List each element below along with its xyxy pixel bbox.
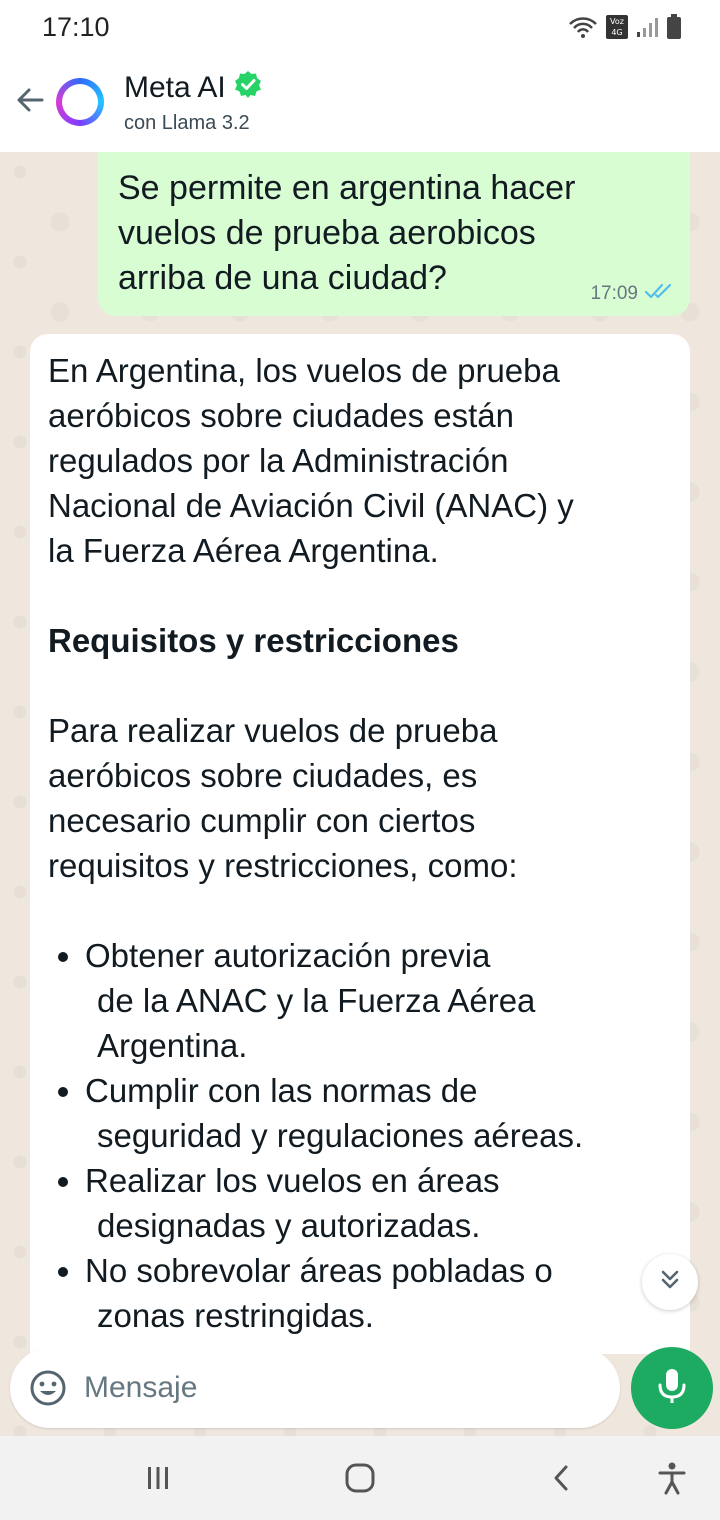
intro-line: aeróbicos sobre ciudades están — [48, 397, 514, 434]
wifi-icon — [568, 15, 598, 39]
signal-icon — [636, 16, 658, 38]
para-line: Para realizar vuelos de prueba — [48, 712, 498, 749]
message-meta — [590, 282, 674, 306]
contact-subtitle: con Llama 3.2 — [124, 112, 250, 134]
battery-icon — [666, 14, 682, 40]
incoming-message[interactable] — [30, 334, 690, 1354]
list-item-text: No sobrevolar áreas pobladas o — [85, 1252, 553, 1289]
list-item — [48, 933, 672, 1068]
scroll-down-button[interactable] — [642, 1254, 698, 1310]
list-item-text: de la ANAC y la Fuerza Aérea — [97, 982, 536, 1019]
requirements-list — [48, 933, 672, 1338]
microphone-icon — [655, 1367, 689, 1410]
para-line: necesario cumplir con ciertos — [48, 802, 476, 839]
message-input[interactable] — [84, 1362, 584, 1414]
intro-line: En Argentina, los vuelos de prueba — [48, 352, 560, 389]
outgoing-line: Se permite en argentina hacer — [118, 169, 576, 207]
bullet-icon — [58, 1177, 68, 1187]
meta-ai-ring-icon[interactable] — [56, 78, 104, 126]
list-item-text: seguridad y regulaciones aéreas. — [97, 1117, 584, 1154]
contact-name[interactable] — [124, 70, 262, 106]
para-line: aeróbicos sobre ciudades, es — [48, 757, 478, 794]
status-time: 17:10 — [42, 12, 110, 42]
bullet-icon — [58, 1267, 68, 1277]
recent-apps-icon[interactable] — [138, 1458, 178, 1498]
status-icons — [568, 12, 682, 42]
intro-line: regulados por la Administración — [48, 442, 509, 479]
list-item-text: Obtener autorización previa — [85, 937, 491, 974]
volte-icon — [606, 15, 628, 39]
volte-bottom-label: 4G — [611, 28, 623, 37]
outgoing-message[interactable] — [98, 152, 690, 316]
volte-top-label: Voz — [610, 17, 624, 26]
list-item — [48, 1248, 672, 1338]
system-nav-bar — [0, 1436, 720, 1520]
para-line: requisitos y restricciones, como: — [48, 847, 518, 884]
intro-line: Nacional de Aviación Civil (ANAC) y — [48, 487, 574, 524]
emoji-icon[interactable] — [28, 1368, 68, 1408]
chat-area[interactable] — [0, 152, 720, 1436]
outgoing-line: vuelos de prueba aerobicos — [118, 214, 536, 252]
list-item-text: Cumplir con las normas de — [85, 1072, 478, 1109]
section-heading: Requisitos y restricciones — [48, 622, 459, 659]
home-icon[interactable] — [340, 1458, 380, 1498]
list-item — [48, 1068, 672, 1158]
outgoing-message-text — [118, 166, 670, 301]
message-composer — [10, 1348, 620, 1428]
back-icon[interactable] — [542, 1458, 582, 1498]
bullet-icon — [58, 1087, 68, 1097]
outgoing-line: arriba de una ciudad? — [118, 259, 447, 297]
status-bar — [0, 0, 720, 54]
bullet-icon — [58, 952, 68, 962]
intro-line: la Fuerza Aérea Argentina. — [48, 532, 439, 569]
verified-badge-icon — [234, 70, 262, 106]
contact-title: Meta AI — [124, 71, 226, 104]
double-chevron-down-icon — [657, 1267, 683, 1298]
list-item-text: Argentina. — [97, 1027, 248, 1064]
list-item — [48, 1158, 672, 1248]
list-item-text: Realizar los vuelos en áreas — [85, 1162, 500, 1199]
list-item-text: zonas restringidas. — [97, 1297, 374, 1334]
back-arrow-icon[interactable] — [8, 78, 52, 122]
mic-button[interactable] — [631, 1347, 713, 1429]
list-item-text: designadas y autorizadas. — [97, 1207, 481, 1244]
double-check-icon — [644, 282, 674, 306]
message-time: 17:09 — [590, 283, 638, 304]
chat-header — [0, 54, 720, 152]
accessibility-icon[interactable] — [652, 1458, 692, 1498]
